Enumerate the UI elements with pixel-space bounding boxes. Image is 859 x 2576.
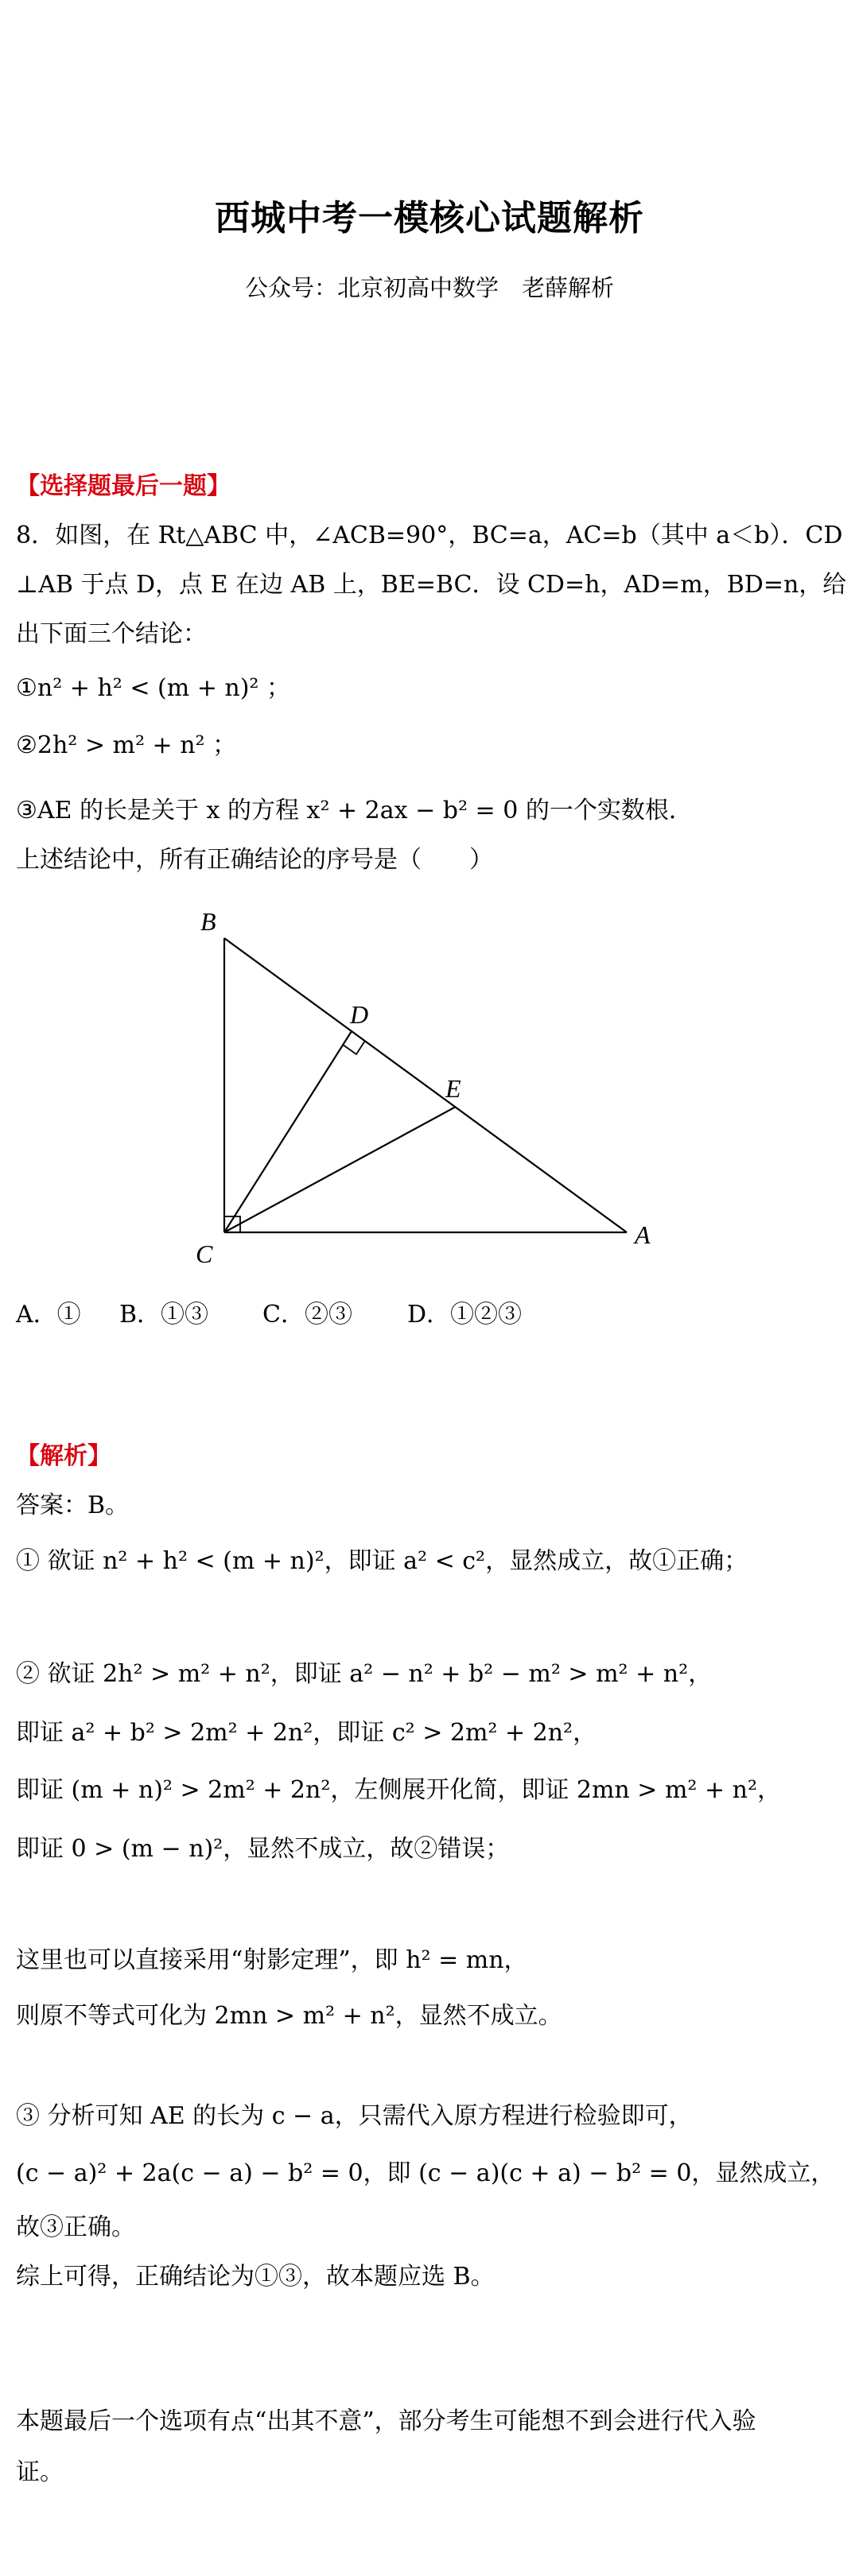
right-angle-d <box>343 1041 365 1054</box>
question-ask: 上述结论中，所有正确结论的序号是（ ） <box>16 846 493 874</box>
option-b: B．①③ <box>119 1301 209 1329</box>
label-a: A <box>635 1220 651 1249</box>
solution-step-2b: 即证 a² + b² > 2m² + 2n²，即证 c² > 2m² + 2n²， <box>16 1719 597 1747</box>
section-label-question: 【选择题最后一题】 <box>16 472 231 500</box>
solution-note-2: 证。 <box>16 2458 64 2486</box>
solution-step-2c: 即证 (m + n)² > 2m² + 2n²，左侧展开化简，即证 2mn > m² + n²， <box>16 1776 781 1804</box>
solution-step-3c: 故③正确。 <box>16 2213 135 2241</box>
label-c: C <box>196 1240 213 1268</box>
option-c: C．②③ <box>262 1301 352 1329</box>
segment-ce <box>224 1107 456 1232</box>
side-ab <box>224 938 627 1232</box>
question-line-1: 8．如图，在 Rt△ABC 中，∠ACB=90°，BC=a，AC=b（其中 a＜b）．CD <box>16 522 843 549</box>
question-line-2: ⊥AB 于点 D，点 E 在边 AB 上，BE=BC．设 CD=h，AD=m，BD=n，给 <box>16 571 847 599</box>
conclusion-2: ②2h² > m² + n² ； <box>16 731 237 759</box>
solution-step-2f: 则原不等式可化为 2mn > m² + n²，显然不成立。 <box>16 2002 562 2030</box>
solution-step-2e: 这里也可以直接采用“射影定理”，即 h² = mn， <box>16 1946 528 1974</box>
solution-step-3b: (c − a)² + 2a(c − a) − b² = 0，即 (c − a)(c + a) − b² = 0，显然成立， <box>16 2159 835 2187</box>
solution-step-3a: ③ 分析可知 AE 的长为 c − a，只需代入原方程进行检验即可， <box>16 2102 693 2130</box>
question-line-3: 出下面三个结论： <box>16 620 207 648</box>
page-title: 西城中考一模核心试题解析 <box>215 198 644 239</box>
section-label-solution: 【解析】 <box>16 1442 111 1470</box>
solution-summary: 综上可得，正确结论为①③，故本题应选 B。 <box>16 2263 495 2291</box>
solution-step-2a: ② 欲证 2h² > m² + n²，即证 a² − n² + b² − m² > m² + n²， <box>16 1660 713 1688</box>
label-d: D <box>350 1000 369 1029</box>
option-d: D．①②③ <box>407 1301 523 1329</box>
solution-step-2d: 即证 0 > (m − n)²，显然不成立，故②错误； <box>16 1835 510 1863</box>
solution-note-1: 本题最后一个选项有点“出其不意”，部分考生可能想不到会进行代入验 <box>16 2407 756 2435</box>
segment-cd <box>224 1031 352 1232</box>
option-a: A．① <box>16 1301 81 1329</box>
solution-step-1: ① 欲证 n² + h² < (m + n)²，即证 a² < c²，显然成立，故①正确； <box>16 1547 748 1575</box>
label-e: E <box>445 1074 461 1103</box>
label-b: B <box>200 907 216 936</box>
triangle-figure <box>175 898 668 1272</box>
page-subtitle: 公众号：北京初高中数学 老薛解析 <box>244 274 614 301</box>
solution-answer: 答案：B。 <box>16 1492 130 1519</box>
conclusion-1: ①n² + h² < (m + n)² ； <box>16 674 290 702</box>
conclusion-3: ③AE 的长是关于 x 的方程 x² + 2ax − b² = 0 的一个实数根． <box>16 797 693 824</box>
